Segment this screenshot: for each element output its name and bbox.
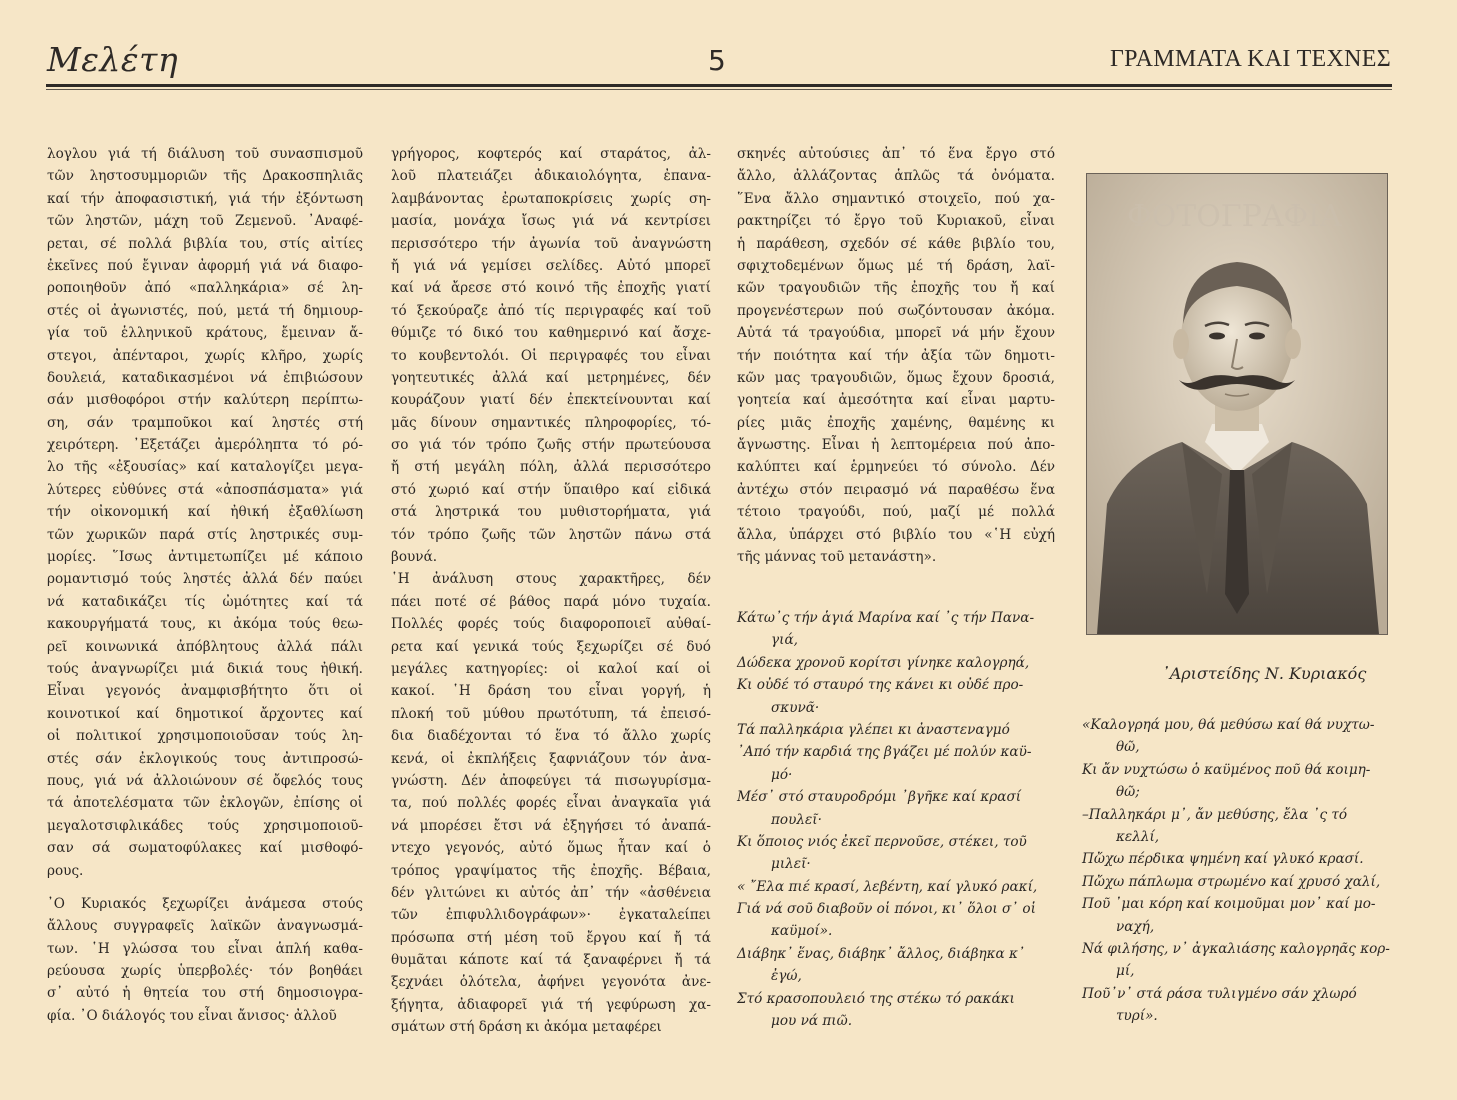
- text-line: τήν οἰκονομική καί ἠθική ἐξαθλίωση: [47, 504, 363, 521]
- text-line: τῶν ἐπιφυλλιδογράφων»· ἐγκαταλείπει: [391, 907, 711, 924]
- poem-line: καϋμοί».: [771, 923, 833, 940]
- text-line: στές σάν ἐκλογικούς τους ἀντιπροσώ-: [47, 750, 363, 767]
- text-line: κοινοτικοί καί δημοτικοί ἄρχοντες καί: [47, 705, 363, 722]
- text-line: λοῦ πλατειάζει ἀδικαιολόγητα, ἐπανα-: [391, 168, 711, 185]
- text-line: ρεῖ κοινωνικά ἀπόβλητους ἀλλά πάλι: [47, 638, 363, 655]
- poem-line: –Παλληκάρι μ᾿, ἄν μεθύσης, ἔλα ᾿ς τό: [1082, 806, 1348, 823]
- text-line: σο γιά τόν τρόπο ζωῆς στήν πρωτεύουσα: [391, 437, 711, 454]
- text-line: μεγάλες κατηγορίες: οἱ καλοί καί οἱ: [391, 660, 711, 677]
- text-line: κακοί. ῾Η δράση του εἶναι γοργή, ἡ: [391, 683, 711, 700]
- text-line: ρίες μιᾶς ἐποχῆς χαμένης, θαμένης κι: [737, 414, 1055, 431]
- text-line: ρομαντισμό τούς ληστές ἀλλά δέν παύει: [47, 571, 363, 588]
- poem-line: ναχή,: [1116, 918, 1155, 935]
- text-line: περισσότερο τήν ἀγωνία τοῦ ἀναγνώστη: [391, 235, 711, 252]
- poem-line: Μέσ᾿ στό σταυροδρόμι ᾿βγῆκε καί κρασί: [737, 789, 1022, 806]
- text-line: λογλου γιά τή διάλυση τοῦ συνασπισμοῦ: [47, 146, 363, 162]
- text-line: κακουργήματά τους, κι ἀκόμα τούς θεω-: [47, 616, 363, 633]
- text-line: ρους.: [47, 862, 84, 879]
- poem-line: Κι ἄν νυχτώσω ὁ καϋμένος ποῦ θά κοιμη-: [1082, 761, 1371, 778]
- poem-line: σκυνᾶ·: [771, 699, 820, 716]
- poem-line: πουλεῖ·: [771, 811, 822, 828]
- text-line: ξεχνάει ὁλότελα, ἀφήνει γεγονότα ἀνε-: [391, 974, 711, 991]
- poem-line: ἐγώ,: [771, 968, 802, 985]
- poem-line: Κάτω᾿ς τήν ἁγιά Μαρίνα καί ᾿ς τήν Πανα-: [737, 610, 1035, 626]
- text-line: ροποιηθοῦν ἀπό «παλληκάρια» σέ λη-: [47, 280, 363, 297]
- poem-line: Γιά νά σοῦ διαβοῦν οἱ πόνοι, κι᾿ ὅλοι σ᾿ οἱ: [737, 901, 1036, 918]
- text-line: γοητευτικές ἀλλά καί μετρημένες, δέν: [391, 369, 711, 386]
- portrait-image: [1087, 174, 1387, 634]
- poem-line: Ποῦ ᾿μαι κόρη καί κοιμοῦμαι μον᾿ καί μο-: [1082, 896, 1376, 913]
- text-line: θύμιζε τό δικό του καθημερινό καί ἄσχε-: [391, 325, 711, 342]
- text-line: λύτερες εὐθύνες στά «ἀποσπάσματα» γιά: [47, 481, 363, 498]
- text-line: τούς ἀναγνωρίζει μιά δικιά τους ἠθική.: [47, 660, 363, 677]
- text-line: κῶν μας τραγουδιῶν, ὅμως ἔχουν δροσιά,: [737, 369, 1055, 386]
- text-line: κενά, οἱ ἐκπλήξεις ξαφνιάζουν τόν ἀνα-: [391, 750, 711, 767]
- text-line: ἡ παράθεση, σχεδόν σέ κάθε βιβλίο του,: [737, 235, 1055, 252]
- text-line: σμάτων στή δράση κι ἀκόμα μεταφέρει: [391, 1019, 662, 1036]
- paragraph-gap: [47, 882, 363, 893]
- text-line: τόν τρόπο ζωῆς τῶν ληστῶν πάνω στά: [391, 526, 711, 543]
- text-line: Πολλές φορές τούς διαφοροποιεῖ αὐθαί-: [391, 616, 711, 633]
- text-line: Αὐτά τά τραγούδια, μπορεῖ νά μήν ἔχουν: [737, 325, 1055, 342]
- portrait-caption-text: ᾿Αριστείδης Ν. Κυριακός: [1161, 664, 1367, 683]
- text-line: σαν σά σωματοφύλακες καί μισθοφό-: [47, 840, 363, 857]
- text-line: καί τήν ἀποφασιστική, γιά τήν ἐξόντωση: [47, 190, 363, 207]
- text-line: ξήγητα, ἀδιαφορεῖ γιά τή γεφύρωση χα-: [391, 996, 711, 1013]
- poem-line: «Καλογρηά μου, θά μεθύσω καί θά νυχτω-: [1082, 717, 1375, 733]
- poem-line: Στό κρασοπουλειό της στέκω τό ρακάκι: [737, 990, 1015, 1007]
- text-line: τρόπος γραψίματος τῆς ἐποχῆς. Βέβαια,: [391, 862, 711, 879]
- text-line: καλύπτει καί ἑρμηνεύει τό σύνολο. Δέν: [737, 459, 1055, 476]
- poem-line: θῶ;: [1116, 784, 1140, 801]
- text-line: νά μπορέσει ἔτσι νά ἐξηγήσει τό ἀναπά-: [391, 817, 711, 834]
- header-rule: [46, 84, 1392, 87]
- article-column-2: [391, 143, 711, 1039]
- author-portrait: [1086, 173, 1388, 635]
- text-line: λαμβάνοντας ἐρωταποκρίσεις χωρίς ση-: [391, 190, 711, 207]
- text-line: γοητεία καί ἀμεσότητα καί εἶναι μαρτυ-: [737, 392, 1055, 409]
- text-line: ρετα καί γενικά τούς ξεχωρίζει σέ δυό: [391, 638, 711, 655]
- text-line: ᾿Ο Κυριακός ξεχωρίζει ἀνάμεσα στούς: [47, 895, 363, 912]
- text-line: προγενέστερων πού σωζόντουσαν ἀκόμα.: [737, 302, 1055, 319]
- poem-line: « ῎Ελα πιέ κρασί, λεβέντη, καί γλυκό ρακί,: [737, 878, 1038, 895]
- text-line: πάει ποτέ σέ βάθος παρά μόνο τυχαία.: [391, 593, 711, 610]
- portrait-caption: [1086, 664, 1434, 683]
- text-line: καί νά ἄρεσε στό κοινό τῆς ἐποχῆς γιατί: [391, 280, 711, 297]
- text-line: σ᾿ αὐτό ἡ θητεία του στή δημοσιογρα-: [47, 985, 363, 1002]
- text-line: τῆς μάννας τοῦ μετανάστη».: [737, 549, 937, 566]
- folk-song-part-1: [737, 607, 1067, 1032]
- text-line: τήν ποιότητα καί τήν ἀξία τῶν δημοτι-: [737, 347, 1055, 364]
- text-line: στεγοι, ἀπένταροι, χωρίς κλῆρο, χωρίς: [47, 347, 363, 364]
- article-column-3: [737, 143, 1055, 568]
- poem-line: μό·: [771, 766, 793, 783]
- text-line: ἄλλα, ὑπάρχει στό βιβλίο του «῾Η εὐχή: [737, 526, 1055, 543]
- poem-line: Κι ὅποιος νιός ἐκεῖ περνοῦσε, στέκει, τοῦ: [737, 833, 1027, 850]
- article-column-1: [47, 143, 363, 1027]
- poem-line: κελλί,: [1116, 828, 1160, 845]
- text-line: βουνά.: [391, 549, 438, 566]
- poem-line: γιά,: [771, 632, 798, 649]
- text-line: μασία, μονάχα ἴσως γιά νά κεντρίσει: [391, 213, 711, 230]
- poem-line: μί,: [1116, 963, 1135, 980]
- text-line: ση, σάν τραμποῦκοι καί ληστές στή: [47, 414, 363, 431]
- poem-line: μιλεῖ·: [771, 856, 811, 873]
- text-line: τῶν ληστοσυμμοριῶν τῆς Δρακοσπηλιᾶς: [47, 168, 363, 185]
- page-number: 5: [708, 44, 726, 77]
- text-line: λο τῆς «ἐξουσίας» καί καταλογίζει μεγα-: [47, 459, 363, 476]
- text-line: στά ληστρικά του μυθιστορήματα, γιά: [391, 504, 711, 521]
- poem-line: Διάβηκ᾿ ἕνας, διάβηκ᾿ ἄλλος, διάβηκα κ᾿: [737, 945, 1025, 962]
- text-line: ντεχο γεγονός, αὐτό ὅμως ἦταν καί ὁ: [391, 840, 711, 857]
- text-line: τα, πού πολλές φορές εἶναι ἀναγκαῖα γιά: [391, 795, 711, 812]
- text-line: ρακτηρίζει τό ἔργο τοῦ Κυριακοῦ, εἶναι: [737, 213, 1055, 230]
- text-line: φία. ᾿Ο διάλογός του εἶναι ἄνισος· ἀλλοῦ: [47, 1007, 337, 1024]
- poem-line: θῶ,: [1116, 739, 1140, 756]
- text-line: ρεται, σέ πολλά βιβλία του, στίς αἰτίες: [47, 235, 363, 252]
- text-line: δουλειά, καταδικασμένοι νά ἐπιβιώσουν: [47, 369, 363, 386]
- text-line: μεγαλοτσιφλικάδες τούς χρησιμοποιοῦ-: [47, 817, 363, 834]
- poem-line: Ποῦ᾿ν᾿ στά ράσα τυλιγμένο σάν χλωρό: [1082, 985, 1357, 1002]
- text-line: ἐκεῖνες πού ἔγιναν ἀφορμή γιά νά διαφο-: [47, 257, 363, 274]
- folk-song-part-2: [1082, 714, 1412, 1027]
- header-rule-thin: [46, 89, 1392, 90]
- text-line: των. ῾Η γλώσσα του εἶναι ἁπλή καθα-: [47, 940, 363, 957]
- text-line: Εἶναι γεγονός ἀναμφισβήτητο ὅτι οἱ: [47, 683, 363, 700]
- text-line: σφιχτοδεμένων ὅμως μέ τή δράση, λαϊ-: [737, 257, 1055, 274]
- text-line: ἄλλο, ἀλλάζοντας ἁπλῶς τά ὀνόματα.: [737, 168, 1055, 185]
- text-line: ἀντέχω στόν πειρασμό νά παραθέσω ἕνα: [737, 481, 1055, 498]
- text-line: κουράζουν γιατί δέν ἐπεκτείνουνται καί: [391, 392, 711, 409]
- svg-text:ΦΟΤΟΓΡΑΦΙΑ: ΦΟΤΟΓΡΑΦΙΑ: [1127, 199, 1342, 234]
- text-line: ρεύουσα χωρίς ὑπερβολές· τόν βοηθάει: [47, 963, 363, 980]
- poem-line: Πὤχω πάπλωμα στρωμένο καί χρυσό χαλί,: [1082, 873, 1381, 890]
- text-line: στές οἱ ἀγωνιστές, πού, μετά τή δημιουρ-: [47, 302, 363, 319]
- poem-line: Νά φιλήσης, ν᾿ ἀγκαλιάσης καλογρηᾶς κορ-: [1082, 940, 1390, 957]
- text-line: τῶν ληστῶν, μάχη τοῦ Ζεμενοῦ. ᾿Αναφέ-: [47, 213, 363, 230]
- text-line: ἄγνωστης. Εἶναι ἡ λεπτομέρεια πού ἀπο-: [737, 437, 1055, 454]
- text-line: νά καταδικάζει τίς ὠμότητες καί τά: [47, 593, 363, 610]
- text-line: τῶν χωρικῶν παρά στίς ληστρικές συμ-: [47, 526, 363, 543]
- text-line: τά ἀποτελέσματα τῶν ἐκλογῶν, ἐπίσης οἱ: [47, 795, 363, 812]
- text-line: στό χωριό καί στήν ὕπαιθρο καί εἰδικά: [391, 481, 711, 498]
- text-line: πλοκή τοῦ μύθου πρωτότυπη, τά ἐπεισό-: [391, 705, 711, 722]
- section-title: Μελέτη: [47, 40, 179, 79]
- poem-line: Τά παλληκάρια γλέπει κι ἀναστεναγμό: [737, 721, 1010, 738]
- text-line: ῞Ενα ἄλλο σημαντικό στοιχεῖο, πού χα-: [737, 190, 1055, 207]
- poem-line: τυρί».: [1116, 1008, 1158, 1025]
- text-line: μορίες. ῞Ισως ἀντιμετωπίζει μέ κάποιο: [47, 549, 363, 566]
- text-line: γρήγορος, κοφτερός καί σταράτος, ἀλ-: [391, 146, 711, 162]
- text-line: τό ξεκούραζε ἀπό τίς περιγραφές καί τοῦ: [391, 302, 711, 319]
- text-line: γνώστη. Δέν ἀποφεύγει τά πισωγυρίσμα-: [391, 772, 711, 789]
- text-line: τέτοιο τραγούδι, πού, μαζί μέ πολλά: [737, 504, 1055, 521]
- text-line: θυμᾶται κάποτε καί τά ξαναφέρνει ἤ τά: [391, 952, 711, 969]
- text-line: πους, γιά νά ἀλλοιώνουν σέ ὄφελός τους: [47, 772, 363, 789]
- poem-line: Δώδεκα χρονοῦ κορίτσι γίνηκε καλογρηά,: [737, 654, 1030, 671]
- text-line: ἤ στή μεγάλη πόλη, ἀλλά περισσότερο: [391, 459, 711, 476]
- text-line: ἄλλους συγγραφεῖς λαϊκῶν ἀναγνωσμά-: [47, 918, 363, 935]
- text-line: μᾶς δίνουν σημαντικές πληροφορίες, τό-: [391, 414, 711, 431]
- poem-line: Κι οὐδέ τό σταυρό της κάνει κι οὐδέ προ-: [737, 677, 1024, 694]
- publication-name: ΓΡΑΜΜΑΤΑ ΚΑΙ ΤΕΧΝΕΣ: [1109, 46, 1391, 72]
- text-line: ἤ γιά νά γεμίσει σελίδες. Αὐτό μπορεῖ: [391, 257, 711, 274]
- poem-line: ᾿Από τήν καρδιά της βγάζει μέ πολύν καϋ-: [737, 744, 1032, 761]
- page-header: [0, 0, 1457, 100]
- text-line: κῶν τραγουδιῶν τῆς ἐποχῆς του ἤ καί: [737, 280, 1055, 297]
- text-line: γία τοῦ ἑλληνικοῦ κράτους, ἔμειναν ἄ-: [47, 325, 363, 342]
- poem-line: μου νά πιῶ.: [771, 1013, 853, 1030]
- text-line: ῾Η ἀνάλυση στους χαρακτῆρες, δέν: [391, 571, 711, 588]
- text-line: σκηνές αὐτούσιες ἀπ᾿ τό ἕνα ἔργο στό: [737, 146, 1055, 162]
- text-line: το κουβεντολόι. Οἱ περιγραφές του εἶναι: [391, 347, 711, 364]
- poem-line: Πὤχω πέρδικα ψημένη καί γλυκό κρασί.: [1082, 851, 1364, 868]
- text-line: χειρότερη. ᾿Εξετάζει ἀμερόληπτα τό ρό-: [47, 437, 363, 454]
- text-line: δέν γλιτώνει κι αὐτός ἀπ᾿ τήν «ἀσθένεια: [391, 884, 711, 901]
- text-line: σάν μισθοφόροι στήν καλύτερη περίπτω-: [47, 392, 363, 409]
- text-line: πρόσωπα στή μέση τοῦ ἔργου καί ἤ τά: [391, 929, 711, 946]
- text-line: οἱ πολιτικοί χρησιμοποιοῦσαν τούς λη-: [47, 728, 363, 745]
- text-line: δια διαδέχονται τό ἕνα τό ἄλλο χωρίς: [391, 728, 711, 745]
